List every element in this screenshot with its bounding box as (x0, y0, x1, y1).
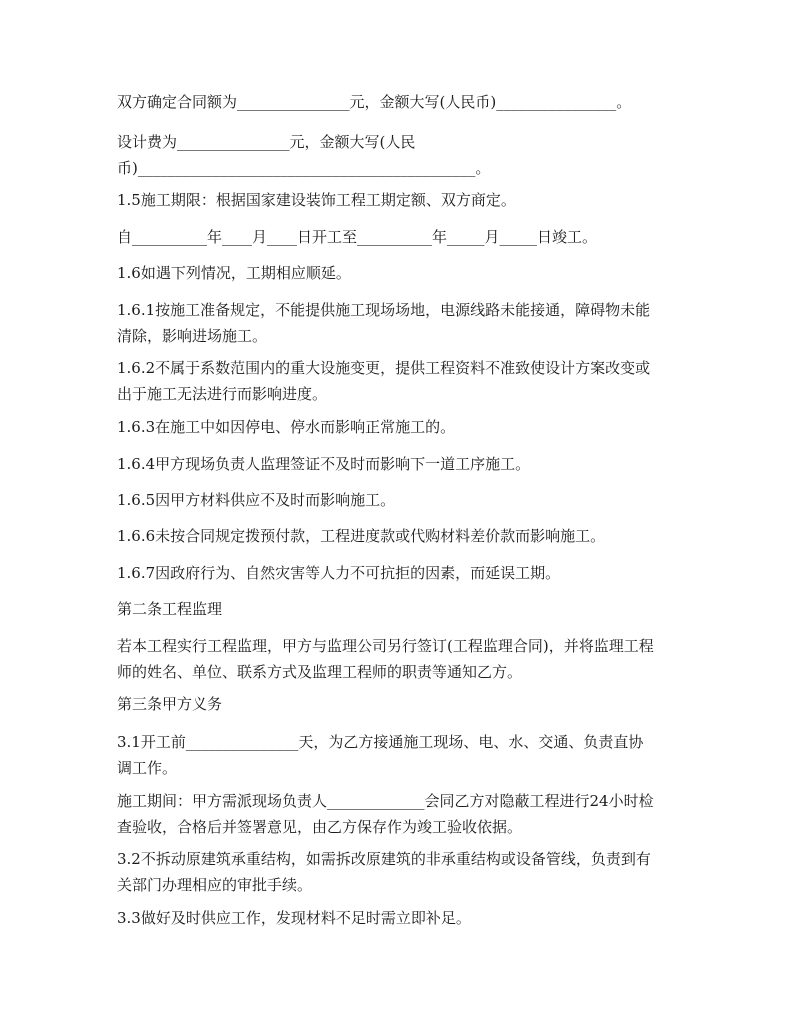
paragraph-clause-1-6-2 (117, 355, 687, 407)
text-line: 1.6如遇下列情况，工期相应顺延。 (117, 264, 351, 282)
paragraph-article-2-body (117, 633, 687, 685)
paragraph-clause-1-6-1 (117, 297, 687, 349)
text-line: 3.1开工前_______________天，为乙方接通施工现场、电、水、交通、负责直协 (117, 733, 644, 751)
text-line: 查验收，合格后并签署意见，由乙方保存作为竣工验收依据。 (117, 818, 523, 836)
paragraph-clause-1-6-3 (117, 414, 687, 440)
text-line: 1.6.6未按合同规定拨预付款，工程进度款或代购材料差价款而影响施工。 (117, 527, 606, 545)
paragraph-clause-3-1 (117, 729, 687, 781)
paragraph-clause-1-5 (117, 187, 687, 213)
paragraph-clause-3-3 (117, 905, 687, 931)
text-line: 1.5施工期限：根据国家建设装饰工程工期定额、双方商定。 (117, 191, 516, 209)
paragraph-clause-1-6 (117, 260, 687, 286)
section-heading: 第三条甲方义务 (117, 695, 223, 713)
text-line: 币)_____________________________________________。 (117, 159, 491, 177)
paragraph-contract-amount (117, 89, 687, 115)
text-line: 若本工程实行工程监理，甲方与监理公司另行签订(工程监理合同)，并将监理工程 (117, 637, 654, 655)
paragraph-design-fee (117, 129, 687, 181)
paragraph-construction-period (117, 788, 687, 840)
text-line: 自__________年____月____日开工至__________年_____月_____日竣工。 (117, 228, 598, 246)
text-line: 设计费为_______________元，金额大写(人民 (117, 133, 416, 151)
text-line: 3.3做好及时供应工作，发现材料不足时需立即补足。 (117, 909, 471, 927)
text-line: 清除，影响进场施工。 (117, 327, 268, 345)
text-line: 1.6.4甲方现场负责人监理签证不及时而影响下一道工序施工。 (117, 455, 531, 473)
text-line: 1.6.7因政府行为、自然灾害等人力不可抗拒的因素，而延误工期。 (117, 564, 561, 582)
text-line: 关部门办理相应的审批手续。 (117, 876, 313, 894)
paragraph-clause-3-2 (117, 846, 687, 898)
text-line: 出于施工无法进行而影响进度。 (117, 385, 328, 403)
section-heading: 第二条工程监理 (117, 600, 223, 618)
paragraph-clause-1-6-5 (117, 487, 687, 513)
text-line: 1.6.5因甲方材料供应不及时而影响施工。 (117, 491, 396, 509)
heading-article-3 (117, 691, 687, 717)
text-line: 施工期间：甲方需派现场负责人_____________会同乙方对隐蔽工程进行24小时检 (117, 792, 654, 810)
text-line: 师的姓名、单位、联系方式及监理工程师的职责等通知乙方。 (117, 663, 523, 681)
text-line: 1.6.2不属于系数范围内的重大设施变更，提供工程资料不准致使设计方案改变或 (117, 359, 651, 377)
text-line: 调工作。 (117, 759, 178, 777)
paragraph-clause-1-6-6 (117, 523, 687, 549)
paragraph-schedule-dates (117, 224, 687, 250)
text-line: 3.2不拆动原建筑承重结构，如需拆改原建筑的非承重结构或设备管线，负责到有 (117, 850, 651, 868)
paragraph-clause-1-6-7 (117, 560, 687, 586)
text-line: 1.6.3在施工中如因停电、停水而影响正常施工的。 (117, 418, 456, 436)
text-line: 双方确定合同额为_______________元，金额大写(人民币)________________。 (117, 93, 632, 111)
text-line: 1.6.1按施工准备规定，不能提供施工现场场地，电源线路未能接通，障碍物未能 (117, 301, 651, 319)
paragraph-clause-1-6-4 (117, 451, 687, 477)
heading-article-2 (117, 596, 687, 622)
